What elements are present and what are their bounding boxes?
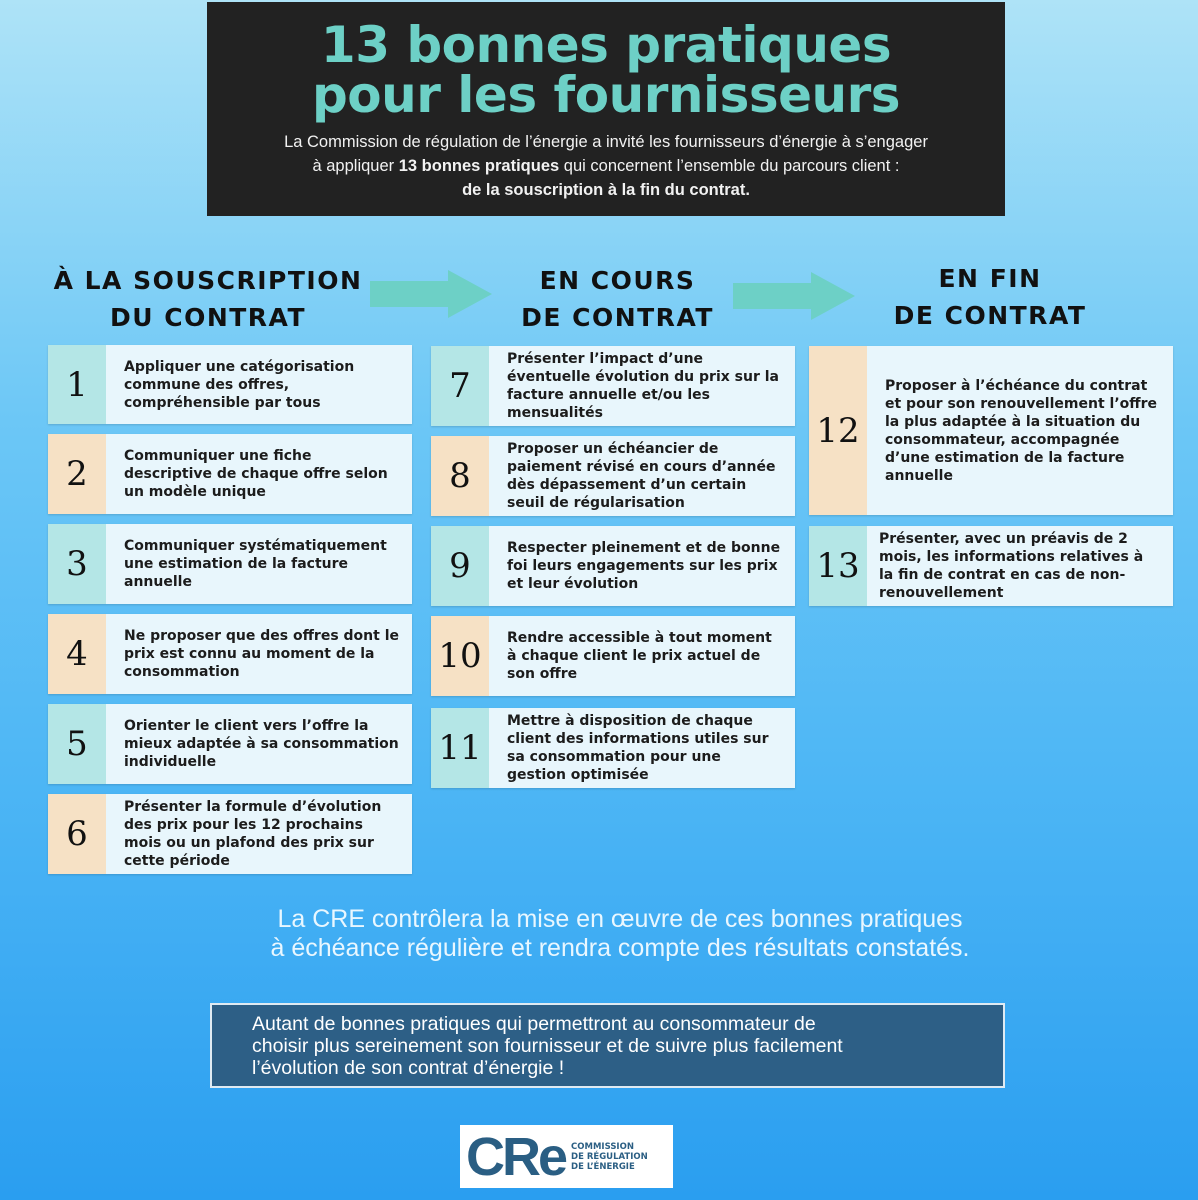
practice-text: Communiquer systématiquement une estimation de la facture annuelle xyxy=(124,538,387,590)
practice-text: Rendre accessible à tout moment à chaque client le prix actuel de son offre xyxy=(507,630,772,682)
arrow-right-icon xyxy=(733,272,858,320)
practice-text: Proposer un échéancier de paiement révisé en cours d’année dès dépassement d’un certain seuil de régularisation xyxy=(507,441,776,511)
footer-box-line-2: choisir plus sereinement son fournisseur et de suivre plus facilement xyxy=(252,1035,843,1057)
column-heading-line-2: DU CONTRAT xyxy=(109,303,307,332)
footer-callout-box xyxy=(210,1003,1005,1088)
practice-text: Respecter pleinement et de bonne foi leurs engagements sur les prix et leur évolution xyxy=(507,540,781,592)
column-heading-line-2: DE CONTRAT xyxy=(521,303,714,332)
practice-number: 2 xyxy=(48,434,106,514)
footer-box-line-1: Autant de bonnes pratiques qui permettront au consommateur de xyxy=(252,1013,816,1035)
column-heading-line-1: EN FIN xyxy=(938,264,1042,293)
practice-number: 12 xyxy=(809,346,867,515)
footer-statement xyxy=(150,905,1090,963)
practice-card-10 xyxy=(431,616,795,696)
practice-card-5 xyxy=(48,704,412,784)
practice-card-1 xyxy=(48,345,412,424)
practice-text: Communiquer une fiche descriptive de chaque offre selon un modèle unique xyxy=(124,448,388,500)
practice-card-4 xyxy=(48,614,412,694)
intro-line-2-bold: 13 bonnes pratiques xyxy=(398,157,560,175)
footer-line-2: à échéance régulière et rendra compte des résultats constatés. xyxy=(270,934,970,962)
practice-number: 6 xyxy=(48,794,106,874)
practice-card-12 xyxy=(809,346,1173,515)
practice-card-9 xyxy=(431,526,795,606)
practice-number: 13 xyxy=(809,526,867,606)
title-line-2: pour les fournisseurs xyxy=(311,66,901,124)
footer-box-line-3: l’évolution de son contrat d’énergie ! xyxy=(252,1057,565,1079)
practice-card-6 xyxy=(48,794,412,874)
intro-line-1: La Commission de régulation de l’énergie a invité les fournisseurs d’énergie à s’engager xyxy=(284,133,928,151)
practice-text: Présenter l’impact d’une éventuelle évolution du prix sur la facture annuelle et/ou les mensualités xyxy=(507,351,779,421)
practice-card-7 xyxy=(431,346,795,426)
column-heading-en-fin xyxy=(860,260,1120,334)
intro-line-2-pre: à appliquer xyxy=(312,157,399,175)
column-heading-en-cours xyxy=(480,262,755,336)
practice-card-2 xyxy=(48,434,412,514)
practice-number: 11 xyxy=(431,708,489,788)
footer-line-1: La CRE contrôlera la mise en œuvre de ces bonnes pratiques xyxy=(277,905,963,933)
column-heading-souscription xyxy=(48,262,368,336)
practice-text: Présenter la formule d’évolution des prix pour les 12 prochains mois ou un plafond des prix sur cette période xyxy=(124,799,382,869)
practice-number: 7 xyxy=(431,346,489,426)
logo-sub-line-1: COMMISSION xyxy=(571,1141,634,1152)
practice-text: Orienter le client vers l’offre la mieux adaptée à sa consommation individuelle xyxy=(124,718,399,770)
practice-text: Proposer à l’échéance du contrat et pour son renouvellement l’offre la plus adaptée à la situation du consommateur, accompagnée d’une estimation de la facture annuelle xyxy=(885,377,1157,484)
logo-subtitle xyxy=(571,1142,648,1172)
practice-text: Présenter, avec un préavis de 2 mois, les informations relatives à la fin de contrat en cas de non-renouvellement xyxy=(879,531,1144,601)
arrow-right-icon xyxy=(370,270,495,318)
practice-number: 5 xyxy=(48,704,106,784)
header-banner xyxy=(207,2,1005,216)
practice-card-11 xyxy=(431,708,795,788)
practice-text: Appliquer une catégorisation commune des offres, compréhensible par tous xyxy=(124,358,355,411)
title-line-1: 13 bonnes pratiques xyxy=(320,16,892,74)
page-title xyxy=(207,2,1005,124)
logo-mark: CRe xyxy=(466,1126,566,1187)
intro-text xyxy=(207,130,1005,202)
practice-text: Mettre à disposition de chaque client des informations utiles sur sa consommation pour une gestion optimisée xyxy=(507,713,769,783)
practice-number: 4 xyxy=(48,614,106,694)
logo-sub-line-3: DE L’ÉNERGIE xyxy=(571,1161,635,1172)
practice-card-13 xyxy=(809,526,1173,606)
practice-number: 3 xyxy=(48,524,106,604)
practice-number: 1 xyxy=(48,345,106,424)
practice-number: 8 xyxy=(431,436,489,516)
column-heading-line-1: À LA SOUSCRIPTION xyxy=(53,266,363,295)
logo-sub-line-2: DE RÉGULATION xyxy=(571,1151,648,1162)
intro-line-3: de la souscription à la fin du contrat. xyxy=(462,181,750,199)
practice-card-3 xyxy=(48,524,412,604)
column-heading-line-1: EN COURS xyxy=(539,266,696,295)
practice-text: Ne proposer que des offres dont le prix est connu au moment de la consommation xyxy=(124,628,399,680)
intro-line-2-post: qui concernent l’ensemble du parcours client : xyxy=(559,157,900,175)
practice-number: 9 xyxy=(431,526,489,606)
cre-logo xyxy=(460,1125,673,1188)
practice-card-8 xyxy=(431,436,795,516)
practice-number: 10 xyxy=(431,616,489,696)
column-heading-line-2: DE CONTRAT xyxy=(893,301,1087,330)
